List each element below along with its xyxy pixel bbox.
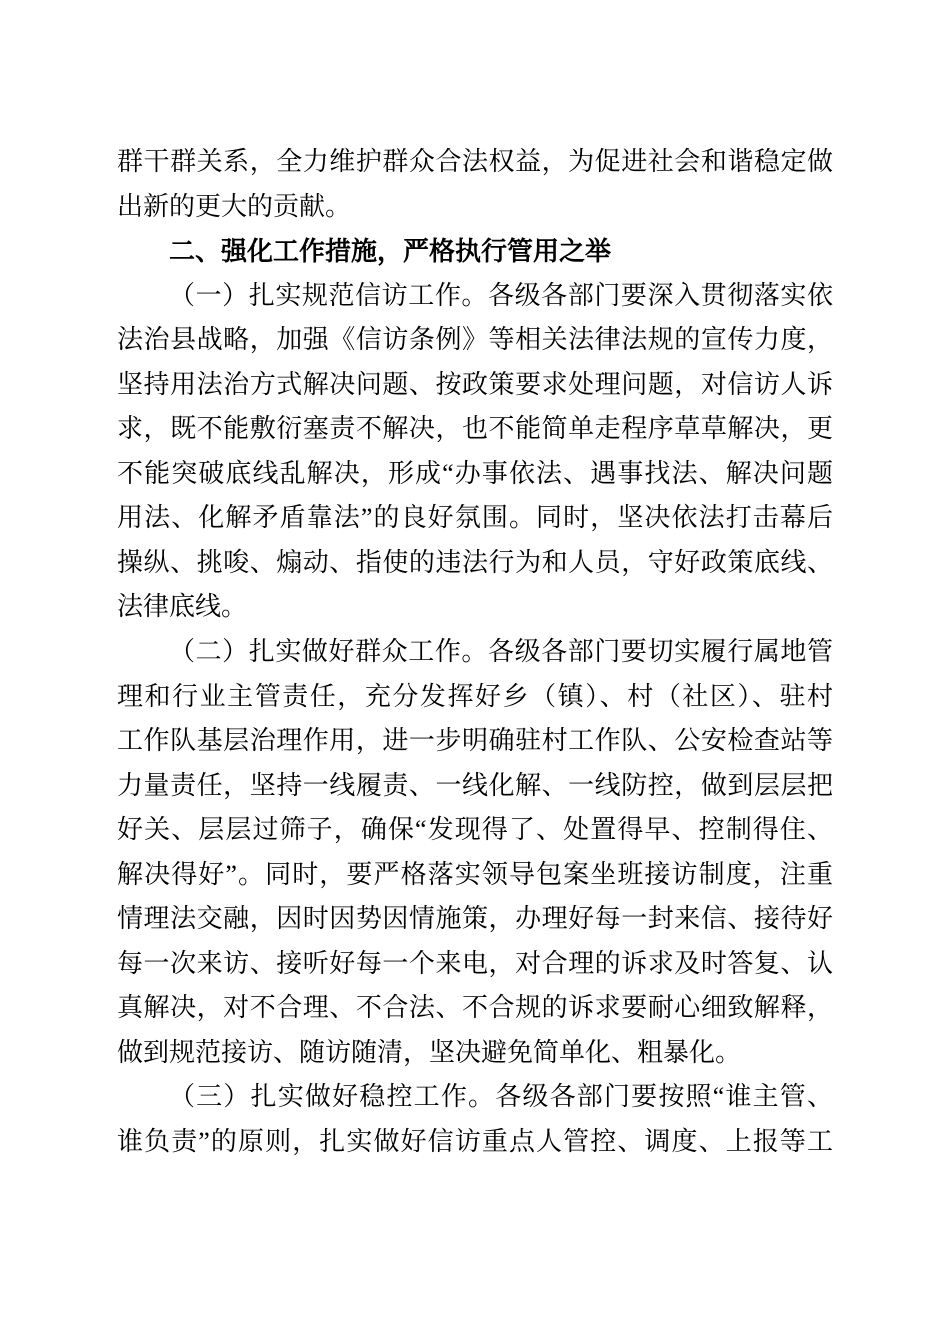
document-line: 坚持用法治方式解决问题、按政策要求处理问题，对信访人诉 bbox=[117, 369, 833, 399]
document-line: 用法、化解矛盾靠法”的良好氛围。同时，坚决依法打击幕后 bbox=[117, 503, 833, 533]
document-text-block bbox=[117, 140, 833, 1165]
document-line: 出新的更大的贡献。 bbox=[117, 191, 352, 221]
document-line-text: 各级各部门要深入贯彻落实依 bbox=[488, 280, 833, 310]
document-line: 解决得好”。同时，要严格落实领导包案坐班接访制度，注重 bbox=[117, 859, 833, 889]
document-line: 情理法交融，因时因势因情施策，办理好每一封来信、接待好 bbox=[117, 904, 833, 934]
document-line: 谁负责”的原则，扎实做好信访重点人管控、调度、上报等工 bbox=[117, 1127, 833, 1157]
document-line: 法律底线。 bbox=[117, 592, 248, 622]
document-line bbox=[117, 630, 833, 675]
document-line: 群干群关系，全力维护群众合法权益，为促进社会和谐稳定做 bbox=[117, 147, 833, 176]
document-line: 真解决，对不合理、不合法、不合规的诉求要耐心细致解释， bbox=[117, 993, 833, 1023]
document-line: 求，既不能敷衍塞责不解决，也不能简单走程序草草解决，更 bbox=[117, 414, 833, 444]
document-line: 不能突破底线乱解决，形成“办事依法、遇事找法、解决问题 bbox=[117, 458, 833, 488]
document-line bbox=[117, 274, 833, 319]
document-line-text: 各级各部门要切实履行属地管 bbox=[488, 637, 833, 667]
subsection-lead: （三）扎实做好稳控工作。 bbox=[169, 1082, 496, 1112]
document-line: 做到规范接访、随访随清，坚决避免简单化、粗暴化。 bbox=[117, 1037, 742, 1067]
section-heading: 二、强化工作措施，严格执行管用之举 bbox=[169, 236, 612, 267]
document-line: 工作队基层治理作用，进一步明确驻村工作队、公安检查站等 bbox=[117, 726, 833, 756]
document-line bbox=[117, 1075, 833, 1120]
document-line: 操纵、挑唆、煽动、指使的违法行为和人员，守好政策底线、 bbox=[117, 547, 833, 577]
subsection-lead: （一）扎实规范信访工作。 bbox=[169, 280, 488, 310]
document-line: 法治县战略，加强《信访条例》等相关法律法规的宣传力度， bbox=[117, 325, 833, 355]
document-line-text: 各级各部门要按照“谁主管、 bbox=[495, 1082, 833, 1112]
document-line: 理和行业主管责任，充分发挥好乡（镇）、村（社区）、驻村 bbox=[117, 681, 833, 711]
subsection-lead: （二）扎实做好群众工作。 bbox=[169, 637, 488, 667]
document-line: 力量责任，坚持一线履责、一线化解、一线防控，做到层层把 bbox=[117, 770, 833, 800]
document-line: 好关、层层过筛子，确保“发现得了、处置得早、控制得住、 bbox=[117, 815, 833, 845]
document-line: 每一次来访、接听好每一个来电，对合理的诉求及时答复、认 bbox=[117, 948, 833, 978]
